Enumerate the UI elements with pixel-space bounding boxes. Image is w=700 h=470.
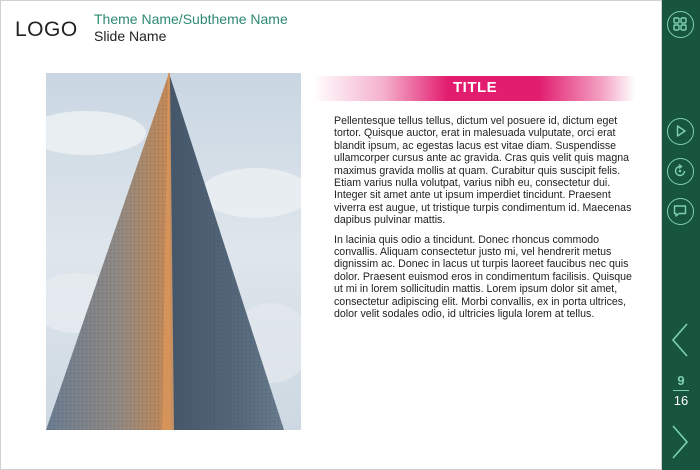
chevron-left-icon <box>669 322 691 358</box>
replay-button[interactable] <box>667 158 694 185</box>
slide-title: TITLE <box>453 79 498 96</box>
menu-button[interactable] <box>667 11 694 38</box>
body-text <box>334 115 634 321</box>
play-icon <box>668 119 692 143</box>
page-divider <box>673 390 689 391</box>
current-page-number: 9 <box>677 373 685 388</box>
theme-name: Theme Name/Subtheme Name <box>94 11 288 27</box>
previous-button[interactable] <box>669 322 691 358</box>
comment-button[interactable] <box>667 198 694 225</box>
slide-name: Slide Name <box>94 28 167 44</box>
play-button[interactable] <box>667 118 694 145</box>
paragraph-1: Pellentesque tellus tellus, dictum vel posuere id, dictum eget tortor. Quisque auctor, erat in malesuada vulputate, orci erat blandit ipsum, ac egestas lacus est vitae diam. Suspendisse ullamcorper cursus ante ac gravida. Cras quis velit quis magna maximus gravida mollis at quam. Curabitur quis suscipit felis. Etiam varius nulla volutpat, varius nibh eu, consectetur dui. Integer sit amet ante ut ipsum imperdiet tincidunt. Praesent viverra est augue, ut tristique turpis condimentum id. Maecenas dapibus pulvinar mattis. <box>334 115 632 227</box>
menu-grid-icon <box>668 12 692 36</box>
replay-icon <box>668 159 692 183</box>
total-pages-number: 16 <box>673 393 689 408</box>
skyscraper-photo <box>46 73 301 430</box>
chevron-right-icon <box>669 424 691 460</box>
player-sidebar <box>662 0 700 470</box>
comment-icon <box>668 199 692 223</box>
logo: LOGO <box>15 18 78 41</box>
next-button[interactable] <box>669 424 691 460</box>
title-bar <box>313 76 635 101</box>
skyscraper-image <box>46 73 301 430</box>
paragraph-2: In lacinia quis odio a tincidunt. Donec rhoncus commodo convallis. Aliquam consectetur justo mi, vel hendrerit metus dignissim ac. Donec in lacus ut turpis laoreet faucibus nec quis dolor. Praesent euismod eros in condimentum facilisis. Quisque ut mi in lorem sollicitudin mattis. Lorem ipsum dolor sit amet, consectetur adipiscing elit. Morbi convallis, ex in porta ultrices, dolor velit sodales odio, id ultricies ligula lorem at tellus. <box>334 233 632 321</box>
